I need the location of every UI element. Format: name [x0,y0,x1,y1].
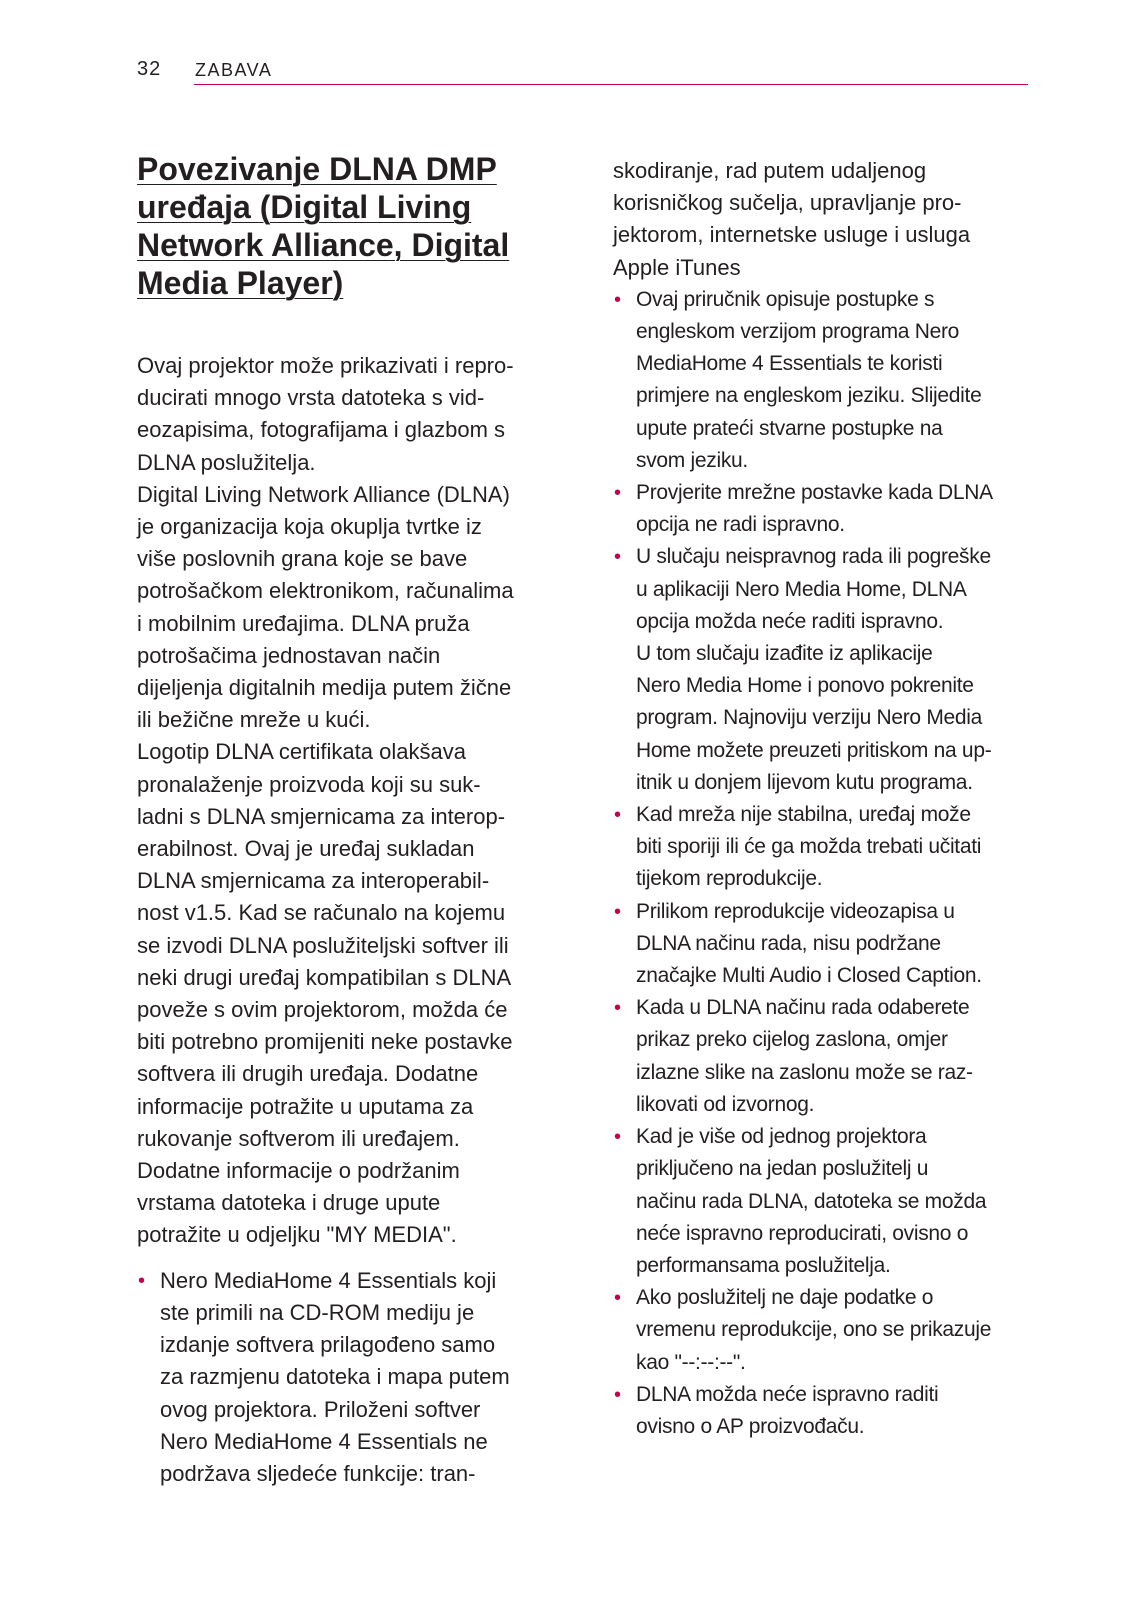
list-item [613,896,1043,993]
text-line: za razmjenu datoteka i mapa putem [160,1364,510,1390]
right-bullet-list [613,284,1043,1443]
title-line: Povezivanje DLNA DMP [137,151,497,187]
text-line: primjere na engleskom jeziku. Slijedite [636,384,982,408]
text-line: se izvodi DLNA poslužiteljski softver ili [137,932,509,958]
text-line: načinu rada DLNA, datoteka se možda [636,1189,987,1213]
text-line: neće ispravno reproducirati, ovisno o [636,1221,969,1245]
text-line: i mobilnim uređajima. DLNA pruža [137,610,470,636]
header-rule [194,84,1028,85]
section-title [137,150,559,302]
text-line: ste primili na CD-ROM mediju je [160,1299,475,1325]
page-header [137,56,1028,86]
title-line: uređaja (Digital Living [137,189,472,225]
text-line: potražite u odjeljku "MY MEDIA". [137,1222,457,1248]
text-line: Kad mreža nije stabilna, uređaj može [636,803,971,827]
intro-paragraph [137,350,559,1252]
text-line: eozapisima, fotografijama i glazbom s [137,417,506,443]
bullet-icon: • [614,1383,621,1406]
bullet-icon: • [614,804,621,827]
text-line: izdanje softvera prilagođeno samo [160,1332,496,1358]
continuation-paragraph [613,155,1043,284]
bullet-icon: • [614,482,621,505]
text-line: u aplikaciji Nero Media Home, DLNA [636,577,967,601]
text-line: svom jeziku. [636,448,748,472]
text-line: korisničkog sučelja, upravljanje pro- [613,190,962,216]
text-line: nost v1.5. Kad se računalo na kojemu [137,900,506,926]
text-line: potrošačkom elektronikom, računalima [137,578,514,604]
text-line: značajke Multi Audio i Closed Caption. [636,964,982,988]
text-line: potrošačima jednostavan način [137,642,441,668]
text-line: upute prateći stvarne postupke na [636,416,943,440]
text-line: podržava sljedeće funkcije: tran- [160,1460,476,1486]
text-line: vrstama datoteka i druge upute [137,1190,441,1216]
text-line: Ovaj projektor može prikazivati i repro- [137,353,514,378]
text-line: priključeno na jedan poslužitelj u [636,1157,929,1181]
text-line: ovisno o AP proizvođaču. [636,1414,865,1438]
page-number: 32 [137,58,162,80]
text-line: DLNA možda neće ispravno raditi [636,1382,939,1406]
text-line: itnik u donjem lijevom kutu programa. [636,770,973,794]
left-bullet-list [137,1265,559,1490]
title-line: Network Alliance, Digital [137,227,510,263]
bullet-icon: • [614,1287,621,1310]
text-line: DLNA smjernicama za interoperabil- [137,868,490,894]
bullet-icon: • [614,1126,621,1149]
text-line: Provjerite mrežne postavke kada DLNA [636,481,993,505]
bullet-icon: • [614,900,621,923]
text-line: skodiranje, rad putem udaljenog [613,158,927,183]
text-line: ladni s DLNA smjernicama za interop- [137,803,506,829]
text-line: poveže s ovim projektorom, možda će [137,997,508,1023]
text-line: Ovaj priručnik opisuje postupke s [636,287,935,311]
text-line: Dodatne informacije o podržanim [137,1158,460,1184]
bullet-icon: • [138,1269,146,1292]
list-item [613,1121,1043,1282]
text-line: Apple iTunes [613,254,741,280]
text-line: Home možete preuzeti pritiskom na up- [636,738,992,762]
text-line: opcija ne radi ispravno. [636,513,845,537]
list-item [137,1265,559,1490]
text-line: ovog projektora. Priloženi softver [160,1396,481,1422]
text-line: prikaz preko cijelog zaslona, omjer [636,1028,948,1052]
text-line: pronalaženje proizvoda koji su suk- [137,771,481,797]
list-item [613,1282,1043,1379]
text-line: jektorom, internetske usluge i usluga [613,222,971,248]
bullet-icon: • [614,288,621,311]
text-line: informacije potražite u uputama za [137,1093,474,1119]
bullet-icon: • [614,997,621,1020]
text-line: program. Najnoviju verziju Nero Media [636,706,983,730]
text-line: DLNA načinu rada, nisu podržane [636,931,941,955]
text-line: Prilikom reprodukcije videozapisa u [636,899,955,923]
text-line: opcija možda neće raditi ispravno. [636,609,944,633]
text-line: Digital Living Network Alliance (DLNA) [137,481,510,507]
list-item [613,541,1043,799]
bullet-icon: • [614,546,621,569]
text-line: neki drugi uređaj kompatibilan s DLNA [137,964,512,990]
text-line: vremenu reprodukcije, ono se prikazuje [636,1318,992,1342]
text-line: ducirati mnogo vrsta datoteka s vid- [137,385,485,411]
left-column [137,150,559,1490]
text-line: dijeljenja digitalnih medija putem žične [137,675,512,701]
text-line: MediaHome 4 Essentials te koristi [636,352,943,376]
text-line: ili bežične mreže u kući. [137,707,371,733]
text-line: Nero Media Home i ponovo pokrenite [636,674,974,698]
text-line: Nero MediaHome 4 Essentials ne [160,1428,488,1454]
list-item [613,992,1043,1121]
text-line: Nero MediaHome 4 Essentials koji [160,1267,497,1293]
text-line: biti sporiji ili će ga možda trebati učitati [636,835,982,859]
list-item [613,477,1043,541]
text-line: U tom slučaju izađite iz aplikacije [636,642,933,666]
text-line: Ako poslužitelj ne daje podatke o [636,1286,934,1310]
text-line: performansama poslužitelja. [636,1253,891,1277]
text-line: DLNA poslužitelja. [137,449,316,475]
text-line: tijekom reprodukcije. [636,867,823,891]
list-item [613,1379,1043,1443]
text-line: Kada u DLNA načinu rada odaberete [636,996,970,1020]
list-item [613,284,1043,477]
title-line: Media Player) [137,265,344,301]
text-line: više poslovnih grana koje se bave [137,546,468,572]
text-line: je organizacija koja okuplja tvrtke iz [137,514,482,540]
text-line: biti potrebno promijeniti neke postavke [137,1029,513,1055]
text-line: rukovanje softverom ili uređajem. [137,1125,460,1151]
text-line: Kad je više od jednog projektora [636,1125,927,1149]
list-item [613,799,1043,896]
text-line: erabilnost. Ovaj je uređaj sukladan [137,836,475,862]
right-column [613,155,1043,1443]
text-line: kao "--:--:--". [636,1350,746,1374]
text-line: Logotip DLNA certifikata olakšava [137,739,466,765]
text-line: softvera ili drugih uređaja. Dodatne [137,1061,479,1087]
section-name: ZABAVA [195,60,273,80]
text-line: engleskom verzijom programa Nero [636,320,960,344]
text-line: izlazne slike na zaslonu može se raz- [636,1060,973,1084]
text-line: U slučaju neispravnog rada ili pogreške [636,545,991,569]
text-line: likovati od izvornog. [636,1092,815,1116]
